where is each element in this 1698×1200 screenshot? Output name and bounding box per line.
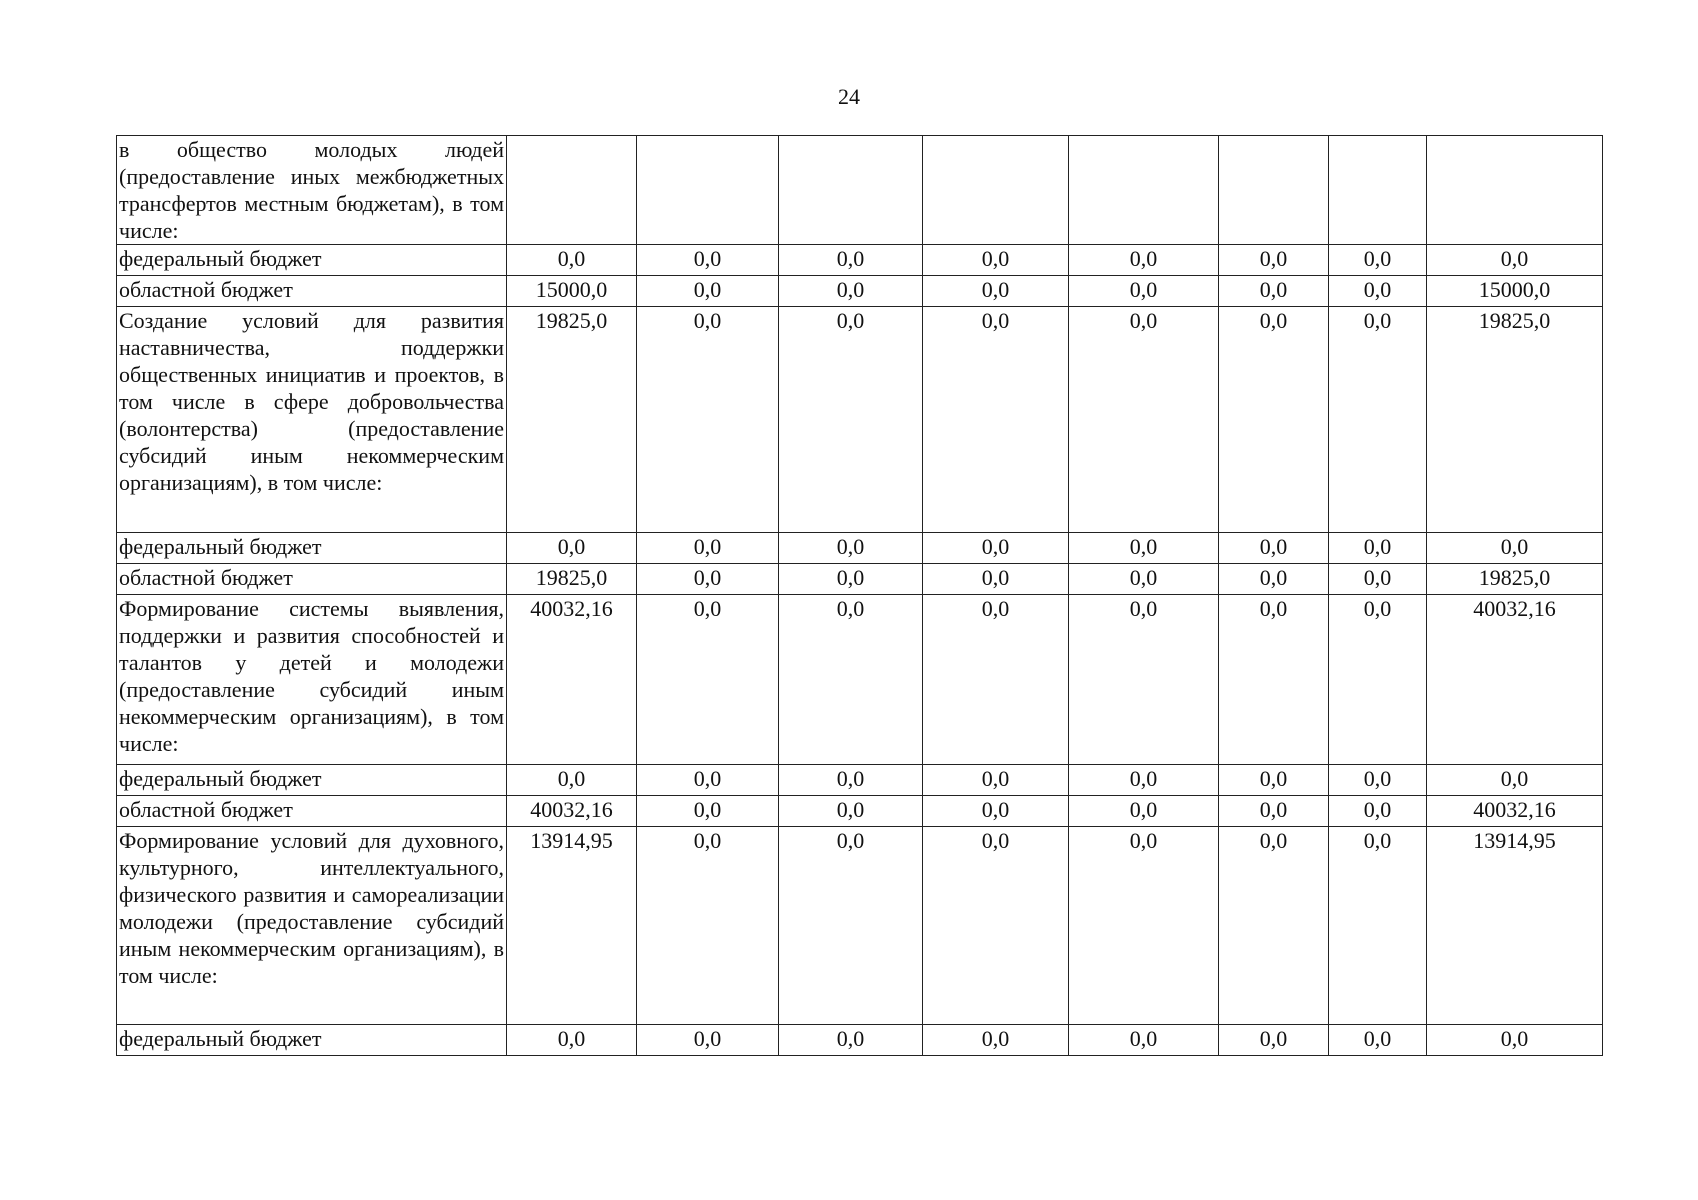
year-value-cell: 0,0 (1069, 765, 1219, 796)
budget-sub-row (117, 276, 1603, 307)
budget-sub-row (117, 1025, 1603, 1056)
year-value-cell: 0,0 (1329, 827, 1427, 1025)
year-value-cell: 0,0 (637, 564, 779, 595)
year-value-cell: 0,0 (1219, 796, 1329, 827)
year-value-cell: 0,0 (637, 765, 779, 796)
total-value-cell: 40032,16 (1427, 796, 1603, 827)
budget-source-label: федеральный бюджет (117, 245, 507, 276)
year-value-cell: 0,0 (923, 276, 1069, 307)
year-value-cell: 0,0 (923, 1025, 1069, 1056)
year-value-cell: 0,0 (1219, 1025, 1329, 1056)
total-value-cell (1427, 136, 1603, 245)
year-value-cell: 0,0 (1069, 533, 1219, 564)
total-value-cell: 0,0 (1427, 245, 1603, 276)
year-value-cell: 0,0 (1219, 245, 1329, 276)
year-value-cell: 0,0 (923, 533, 1069, 564)
year-value-cell: 0,0 (779, 1025, 923, 1056)
year-value-cell: 0,0 (637, 533, 779, 564)
year-value-cell: 0,0 (637, 307, 779, 533)
year-value-cell: 0,0 (923, 827, 1069, 1025)
budget-source-label: федеральный бюджет (117, 1025, 507, 1056)
year-value-cell: 0,0 (507, 765, 637, 796)
program-description: Создание условий для развития наставничества, поддержки общественных инициатив и проектов, в том числе в сфере добровольчества (волонтерства) (предоставление субсидий иным некоммерческим организациям), в том числе: (117, 307, 507, 533)
year-value-cell: 0,0 (923, 765, 1069, 796)
year-value-cell: 0,0 (1069, 276, 1219, 307)
budget-table (116, 135, 1603, 1056)
total-value-cell: 15000,0 (1427, 276, 1603, 307)
year-value-cell: 0,0 (1069, 827, 1219, 1025)
year-value-cell: 0,0 (779, 827, 923, 1025)
year-value-cell: 0,0 (923, 307, 1069, 533)
year-value-cell: 40032,16 (507, 595, 637, 765)
program-row (117, 136, 1603, 245)
year-value-cell: 0,0 (507, 533, 637, 564)
budget-source-label: областной бюджет (117, 276, 507, 307)
year-value-cell: 0,0 (779, 564, 923, 595)
year-value-cell: 0,0 (1329, 564, 1427, 595)
year-value-cell: 0,0 (779, 276, 923, 307)
year-value-cell: 0,0 (1069, 595, 1219, 765)
year-value-cell: 0,0 (1329, 276, 1427, 307)
year-value-cell: 0,0 (923, 595, 1069, 765)
total-value-cell: 19825,0 (1427, 564, 1603, 595)
year-value-cell: 0,0 (1329, 796, 1427, 827)
total-value-cell: 40032,16 (1427, 595, 1603, 765)
total-value-cell: 0,0 (1427, 1025, 1603, 1056)
year-value-cell (779, 136, 923, 245)
year-value-cell: 0,0 (637, 1025, 779, 1056)
year-value-cell: 0,0 (637, 827, 779, 1025)
year-value-cell: 0,0 (1069, 307, 1219, 533)
year-value-cell: 0,0 (779, 595, 923, 765)
budget-sub-row (117, 765, 1603, 796)
year-value-cell: 0,0 (1219, 827, 1329, 1025)
year-value-cell: 19825,0 (507, 307, 637, 533)
program-row (117, 595, 1603, 765)
program-row (117, 307, 1603, 533)
year-value-cell (923, 136, 1069, 245)
year-value-cell: 0,0 (1069, 564, 1219, 595)
year-value-cell: 0,0 (1329, 307, 1427, 533)
year-value-cell: 15000,0 (507, 276, 637, 307)
year-value-cell (1069, 136, 1219, 245)
year-value-cell: 0,0 (637, 245, 779, 276)
program-description: Формирование системы выявления, поддержки и развития способностей и талантов у детей и молодежи (предоставление субсидий иным некоммерческим организациям), в том числе: (117, 595, 507, 765)
year-value-cell: 0,0 (1069, 796, 1219, 827)
year-value-cell: 0,0 (1219, 533, 1329, 564)
year-value-cell: 0,0 (1329, 595, 1427, 765)
year-value-cell (637, 136, 779, 245)
year-value-cell: 0,0 (779, 765, 923, 796)
year-value-cell: 0,0 (779, 796, 923, 827)
budget-sub-row (117, 533, 1603, 564)
year-value-cell: 0,0 (1219, 276, 1329, 307)
year-value-cell: 0,0 (637, 276, 779, 307)
total-value-cell: 0,0 (1427, 765, 1603, 796)
year-value-cell: 0,0 (923, 564, 1069, 595)
total-value-cell: 0,0 (1427, 533, 1603, 564)
total-value-cell: 13914,95 (1427, 827, 1603, 1025)
budget-sub-row (117, 564, 1603, 595)
budget-source-label: областной бюджет (117, 796, 507, 827)
budget-source-label: областной бюджет (117, 564, 507, 595)
year-value-cell (1219, 136, 1329, 245)
year-value-cell: 0,0 (637, 595, 779, 765)
year-value-cell: 0,0 (1219, 564, 1329, 595)
year-value-cell: 0,0 (637, 796, 779, 827)
year-value-cell: 0,0 (507, 1025, 637, 1056)
year-value-cell: 0,0 (1219, 595, 1329, 765)
total-value-cell: 19825,0 (1427, 307, 1603, 533)
year-value-cell: 0,0 (1219, 307, 1329, 533)
budget-sub-row (117, 796, 1603, 827)
year-value-cell: 19825,0 (507, 564, 637, 595)
year-value-cell: 13914,95 (507, 827, 637, 1025)
year-value-cell: 0,0 (923, 245, 1069, 276)
program-description: в общество молодых людей (предоставление иных межбюджетных трансфертов местным бюджетам), в том числе: (117, 136, 507, 245)
year-value-cell: 0,0 (923, 796, 1069, 827)
year-value-cell: 0,0 (779, 307, 923, 533)
program-row (117, 827, 1603, 1025)
year-value-cell (1329, 136, 1427, 245)
table-body (117, 136, 1603, 1056)
year-value-cell (507, 136, 637, 245)
year-value-cell: 0,0 (1329, 765, 1427, 796)
year-value-cell: 0,0 (779, 533, 923, 564)
budget-source-label: федеральный бюджет (117, 533, 507, 564)
year-value-cell: 0,0 (1329, 245, 1427, 276)
year-value-cell: 0,0 (1219, 765, 1329, 796)
page-number: 24 (838, 84, 860, 109)
budget-source-label: федеральный бюджет (117, 765, 507, 796)
year-value-cell: 40032,16 (507, 796, 637, 827)
program-description: Формирование условий для духовного, культурного, интеллектуального, физического развития и самореализации молодежи (предоставление субсидий иным некоммерческим организациям), в том числе: (117, 827, 507, 1025)
year-value-cell: 0,0 (507, 245, 637, 276)
year-value-cell: 0,0 (1329, 1025, 1427, 1056)
year-value-cell: 0,0 (779, 245, 923, 276)
budget-sub-row (117, 245, 1603, 276)
year-value-cell: 0,0 (1329, 533, 1427, 564)
year-value-cell: 0,0 (1069, 1025, 1219, 1056)
year-value-cell: 0,0 (1069, 245, 1219, 276)
